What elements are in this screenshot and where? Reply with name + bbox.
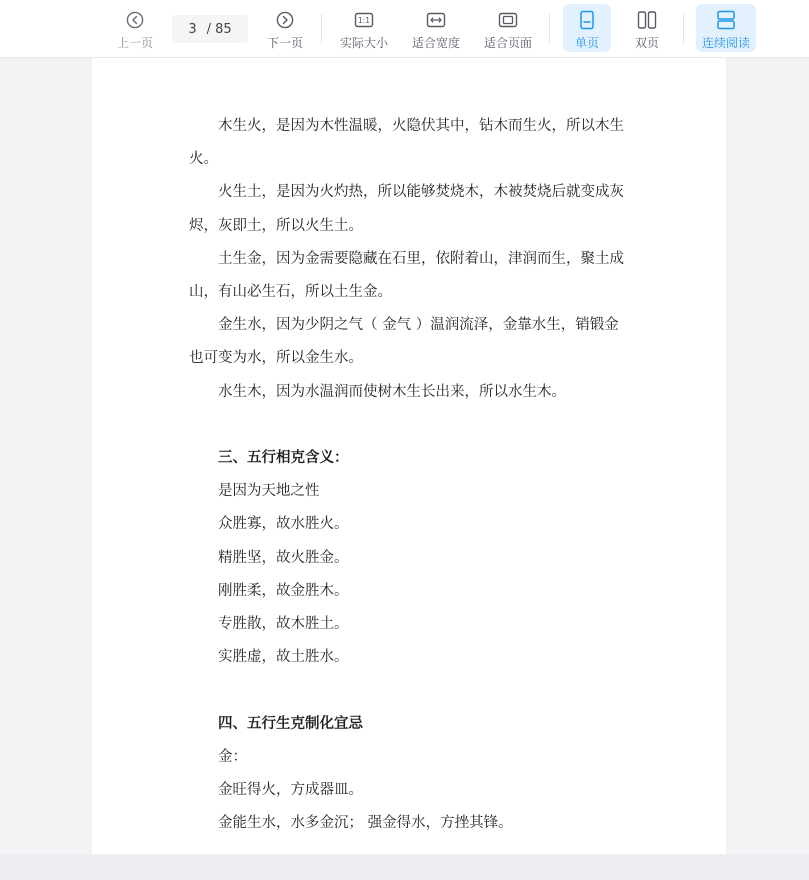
paragraph-wood-fire: 木生火，是因为木性温暖，火隐伏其中，钻木而生火，所以木生火。 <box>189 118 624 168</box>
next-page-label: 下一页 <box>266 36 303 50</box>
chevron-right-circle-icon <box>276 9 294 31</box>
fit-page-button[interactable] <box>480 4 536 52</box>
next-page-button[interactable] <box>262 4 308 52</box>
actual-size-button[interactable] <box>336 4 392 52</box>
paragraph-metal-water: 金生水，因为少阴之气（ 金气 ）温润流泽，金靠水生，销锻金也可变为水，所以金生水。 <box>189 317 619 367</box>
section-heading-4: 四、五行生克制化宜忌 <box>218 715 363 732</box>
continuous-reading-button[interactable] <box>696 4 756 52</box>
blank-line <box>189 409 633 442</box>
paragraph-fire-earth: 火生土，是因为火灼热，所以能够焚烧木，木被焚烧后就变成灰烬，灰即土，所以火生土。 <box>189 184 624 234</box>
current-page-value: 3 <box>188 21 197 37</box>
chevron-left-circle-icon <box>126 9 144 31</box>
text-line: 专胜散，故木胜土。 <box>218 616 349 633</box>
page-number-input[interactable] <box>172 15 248 43</box>
total-pages-value: / 85 <box>206 21 232 37</box>
single-page-icon <box>579 9 595 31</box>
double-page-button[interactable] <box>623 4 671 52</box>
fit-width-icon <box>426 9 446 31</box>
document-page <box>92 58 726 854</box>
prev-page-button[interactable] <box>112 4 158 52</box>
svg-text:1:1: 1:1 <box>357 16 371 26</box>
fit-page-label: 适合页面 <box>483 36 532 50</box>
page-text <box>189 110 633 840</box>
text-line: 精胜坚，故火胜金。 <box>218 549 349 566</box>
fit-page-icon <box>498 9 518 31</box>
continuous-reading-label: 连续阅读 <box>701 36 750 50</box>
text-line: 是因为天地之性 <box>218 483 320 500</box>
text-line: 刚胜柔，故金胜木。 <box>218 582 349 599</box>
fit-width-label: 适合宽度 <box>411 36 460 50</box>
toolbar-divider <box>683 14 684 44</box>
text-line: 金能生水，水多金沉； 强金得水，方挫其锋。 <box>218 815 513 832</box>
text-line: 众胜寡，故水胜火。 <box>218 516 349 533</box>
double-page-label: 双页 <box>634 36 659 50</box>
text-line: 金旺得火，方成器皿。 <box>218 782 363 799</box>
continuous-reading-icon <box>716 9 736 31</box>
toolbar-divider <box>321 14 322 44</box>
single-page-label: 单页 <box>574 36 599 50</box>
actual-size-label: 实际大小 <box>339 36 388 50</box>
single-page-button[interactable] <box>563 4 611 52</box>
blank-line <box>189 674 633 707</box>
paragraph-earth-metal: 土生金，因为金需要隐藏在石里，依附着山，津润而生，聚土成山，有山必生石，所以土生金。 <box>189 250 624 301</box>
bottom-strip <box>0 854 809 880</box>
double-page-icon <box>637 9 657 31</box>
reader-toolbar <box>0 0 809 58</box>
actual-size-icon <box>354 9 374 31</box>
section-heading-3: 三、五行相克含义： <box>218 450 349 467</box>
fit-width-button[interactable] <box>408 4 464 52</box>
text-line: 金： <box>218 748 247 765</box>
prev-page-label: 上一页 <box>116 36 153 50</box>
toolbar-divider <box>549 14 550 44</box>
text-line: 实胜虚，故土胜水。 <box>218 649 349 666</box>
paragraph-water-wood: 水生木，因为水温润而使树木生长出来，所以水生木。 <box>218 383 566 400</box>
